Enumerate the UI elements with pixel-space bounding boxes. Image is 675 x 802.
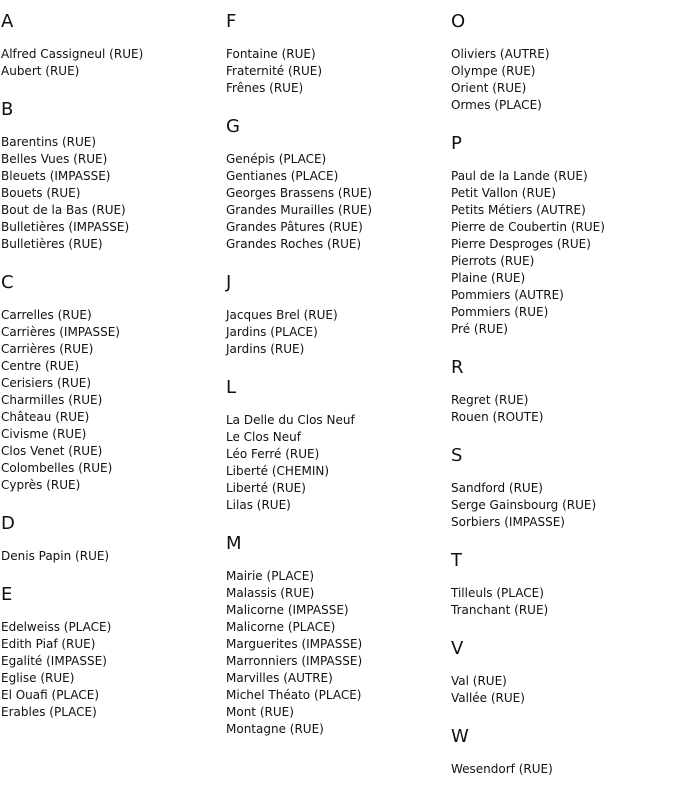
street-item: Grandes Pâtures (RUE) xyxy=(226,220,363,234)
street-item: Aubert (RUE) xyxy=(1,64,80,78)
street-item: Eglise (RUE) xyxy=(1,671,75,685)
letter-heading: R xyxy=(451,357,464,378)
street-list xyxy=(451,585,675,619)
street-item: Belles Vues (RUE) xyxy=(1,152,108,166)
street-list xyxy=(451,480,675,531)
street-item: Gentianes (PLACE) xyxy=(226,169,339,183)
letter-heading: S xyxy=(451,445,463,466)
street-list xyxy=(1,46,226,80)
letter-group-b xyxy=(1,99,226,253)
street-item: El Ouafi (PLACE) xyxy=(1,688,100,702)
street-item: Carrières (RUE) xyxy=(1,342,94,356)
letter-group-d xyxy=(1,513,226,565)
letter-heading: V xyxy=(451,638,464,659)
street-item: Grandes Murailles (RUE) xyxy=(226,203,373,217)
street-list xyxy=(226,568,451,738)
street-item: Sorbiers (IMPASSE) xyxy=(451,515,565,529)
letter-heading: M xyxy=(226,533,242,554)
street-item: Wesendorf (RUE) xyxy=(451,762,553,776)
letter-group-e xyxy=(1,584,226,721)
street-item: Val (RUE) xyxy=(451,674,507,688)
street-item: Château (RUE) xyxy=(1,410,90,424)
street-item: Malicorne (IMPASSE) xyxy=(226,603,349,617)
street-item: Marguerites (IMPASSE) xyxy=(226,637,363,651)
letter-group-w xyxy=(451,726,675,778)
letter-heading: E xyxy=(1,584,13,605)
street-item: Olympe (RUE) xyxy=(451,64,536,78)
street-item: Marvilles (AUTRE) xyxy=(226,671,333,685)
street-item: Serge Gainsbourg (RUE) xyxy=(451,498,597,512)
street-list xyxy=(226,412,451,514)
letter-group-a xyxy=(1,11,226,80)
street-item: Le Clos Neuf xyxy=(226,430,301,444)
letter-group-p xyxy=(451,133,675,338)
letter-heading: J xyxy=(226,272,232,293)
street-item: Georges Brassens (RUE) xyxy=(226,186,372,200)
street-item: Bouets (RUE) xyxy=(1,186,81,200)
street-item: Pierre Desproges (RUE) xyxy=(451,237,591,251)
street-list xyxy=(451,168,675,338)
street-item: Jardins (RUE) xyxy=(226,342,305,356)
street-index-column-3 xyxy=(451,11,675,797)
letter-heading: D xyxy=(1,513,15,534)
street-item: Oliviers (AUTRE) xyxy=(451,47,550,61)
street-item: Orient (RUE) xyxy=(451,81,527,95)
letter-group-t xyxy=(451,550,675,619)
street-item: Pommiers (AUTRE) xyxy=(451,288,564,302)
street-list xyxy=(1,134,226,253)
street-item: Colombelles (RUE) xyxy=(1,461,113,475)
letter-group-f xyxy=(226,11,451,97)
street-item: Vallée (RUE) xyxy=(451,691,525,705)
street-item: Bulletières (IMPASSE) xyxy=(1,220,130,234)
street-item: Regret (RUE) xyxy=(451,393,529,407)
street-item: Jardins (PLACE) xyxy=(226,325,318,339)
street-item: Bout de la Bas (RUE) xyxy=(1,203,126,217)
street-item: Centre (RUE) xyxy=(1,359,80,373)
letter-heading: G xyxy=(226,116,240,137)
street-item: La Delle du Clos Neuf xyxy=(226,413,355,427)
street-list xyxy=(1,619,226,721)
street-item: Ormes (PLACE) xyxy=(451,98,542,112)
street-item: Rouen (ROUTE) xyxy=(451,410,544,424)
street-item: Michel Théato (PLACE) xyxy=(226,688,362,702)
street-item: Lilas (RUE) xyxy=(226,498,291,512)
street-list xyxy=(1,307,226,494)
street-list xyxy=(1,548,226,565)
street-item: Léo Ferré (RUE) xyxy=(226,447,320,461)
letter-heading: B xyxy=(1,99,14,120)
street-item: Pommiers (RUE) xyxy=(451,305,549,319)
street-item: Charmilles (RUE) xyxy=(1,393,103,407)
street-item: Tilleuls (PLACE) xyxy=(451,586,544,600)
street-item: Plaine (RUE) xyxy=(451,271,526,285)
street-item: Grandes Roches (RUE) xyxy=(226,237,362,251)
street-item: Barentins (RUE) xyxy=(1,135,97,149)
street-index-column-2 xyxy=(226,11,451,757)
letter-heading: W xyxy=(451,726,469,747)
street-item: Carrelles (RUE) xyxy=(1,308,92,322)
letter-heading: L xyxy=(226,377,237,398)
street-item: Pierre de Coubertin (RUE) xyxy=(451,220,605,234)
street-list xyxy=(226,307,451,358)
street-index-column-1 xyxy=(1,11,226,740)
letter-heading: F xyxy=(226,11,237,32)
letter-heading: A xyxy=(1,11,14,32)
street-item: Tranchant (RUE) xyxy=(451,603,549,617)
letter-heading: O xyxy=(451,11,466,32)
street-item: Frênes (RUE) xyxy=(226,81,304,95)
street-list xyxy=(451,392,675,426)
letter-group-l xyxy=(226,377,451,514)
street-list xyxy=(226,46,451,97)
street-item: Montagne (RUE) xyxy=(226,722,324,736)
street-item: Civisme (RUE) xyxy=(1,427,87,441)
street-item: Petit Vallon (RUE) xyxy=(451,186,556,200)
street-item: Paul de la Lande (RUE) xyxy=(451,169,588,183)
letter-group-c xyxy=(1,272,226,494)
street-item: Mairie (PLACE) xyxy=(226,569,315,583)
street-item: Genépis (PLACE) xyxy=(226,152,327,166)
letter-heading: P xyxy=(451,133,462,154)
letter-group-r xyxy=(451,357,675,426)
street-item: Fontaine (RUE) xyxy=(226,47,316,61)
street-item: Denis Papin (RUE) xyxy=(1,549,110,563)
street-item: Clos Venet (RUE) xyxy=(1,444,103,458)
letter-group-o xyxy=(451,11,675,114)
street-item: Erables (PLACE) xyxy=(1,705,97,719)
street-item: Fraternité (RUE) xyxy=(226,64,323,78)
letter-group-m xyxy=(226,533,451,738)
street-item: Edith Piaf (RUE) xyxy=(1,637,96,651)
street-list xyxy=(451,673,675,707)
street-list xyxy=(451,46,675,114)
street-item: Liberté (RUE) xyxy=(226,481,306,495)
letter-heading: T xyxy=(451,550,462,571)
street-item: Egalité (IMPASSE) xyxy=(1,654,107,668)
street-item: Marronniers (IMPASSE) xyxy=(226,654,363,668)
street-item: Carrières (IMPASSE) xyxy=(1,325,120,339)
street-item: Mont (RUE) xyxy=(226,705,294,719)
letter-group-j xyxy=(226,272,451,358)
street-item: Sandford (RUE) xyxy=(451,481,543,495)
street-item: Edelweiss (PLACE) xyxy=(1,620,112,634)
street-item: Malicorne (PLACE) xyxy=(226,620,336,634)
letter-group-s xyxy=(451,445,675,531)
letter-group-g xyxy=(226,116,451,253)
street-list xyxy=(451,761,675,778)
street-item: Cyprès (RUE) xyxy=(1,478,81,492)
street-item: Malassis (RUE) xyxy=(226,586,315,600)
street-list xyxy=(226,151,451,253)
letter-group-v xyxy=(451,638,675,707)
street-item: Pierrots (RUE) xyxy=(451,254,535,268)
street-item: Pré (RUE) xyxy=(451,322,508,336)
street-item: Bulletières (RUE) xyxy=(1,237,103,251)
street-item: Liberté (CHEMIN) xyxy=(226,464,330,478)
street-item: Bleuets (IMPASSE) xyxy=(1,169,111,183)
street-item: Jacques Brel (RUE) xyxy=(226,308,338,322)
street-item: Petits Métiers (AUTRE) xyxy=(451,203,586,217)
street-item: Alfred Cassigneul (RUE) xyxy=(1,47,144,61)
street-item: Cerisiers (RUE) xyxy=(1,376,92,390)
letter-heading: C xyxy=(1,272,14,293)
